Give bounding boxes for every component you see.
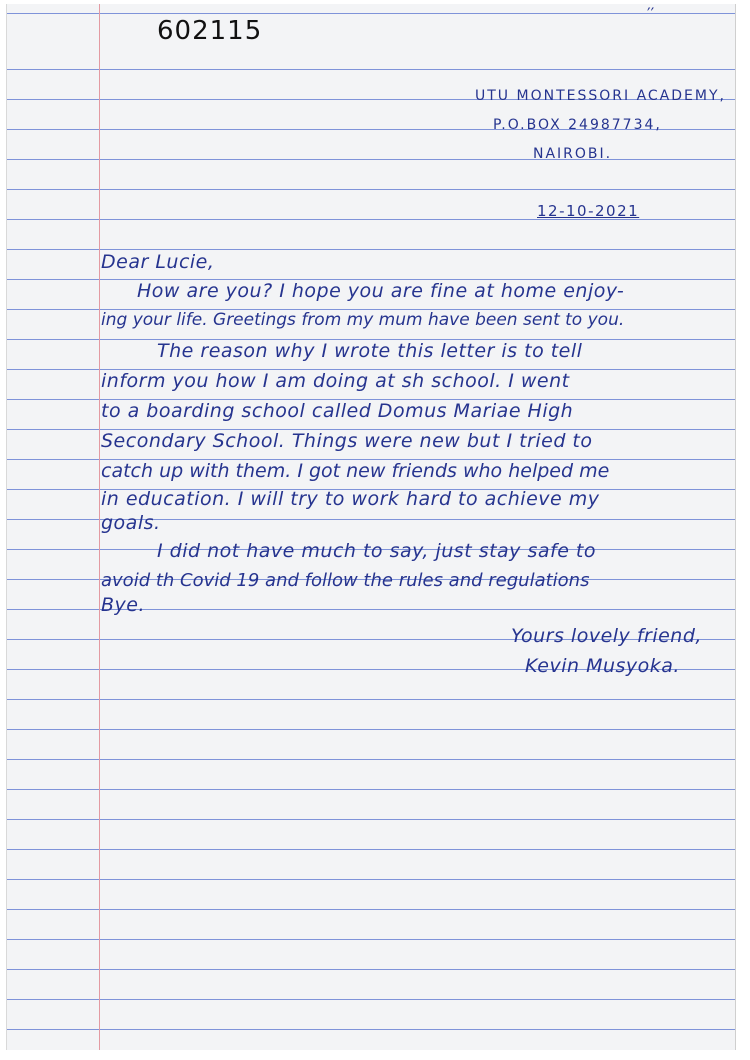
address-line-1: UTU MONTESSORI ACADEMY, — [475, 88, 726, 104]
signature: Kevin Musyoka. — [525, 655, 680, 677]
corner-mark: ′′ — [647, 4, 655, 23]
body-line: The reason why I wrote this letter is to tell — [157, 340, 583, 362]
address-line-2: P.O.BOX 24987734, — [493, 117, 662, 133]
body-line: I did not have much to say, just stay safe to — [157, 540, 596, 562]
margin-rule — [99, 4, 100, 1050]
body-line: How are you? I hope you are fine at home enjoy- — [137, 280, 625, 302]
body-line: Secondary School. Things were new but I tried to — [101, 430, 593, 452]
archive-number: 602115 — [157, 16, 263, 46]
body-line: avoid th Covid 19 and follow the rules and regulations — [101, 570, 590, 591]
body-line: inform you how I am doing at sh school. I went — [101, 370, 570, 392]
salutation: Dear Lucie, — [101, 251, 215, 273]
body-line: ing your life. Greetings from my mum have been sent to you. — [101, 310, 625, 330]
letter-date: 12-10-2021 — [537, 202, 640, 220]
closing: Yours lovely friend, — [511, 625, 702, 647]
body-line: goals. — [101, 512, 161, 534]
body-line: catch up with them. I got new friends who helped me — [101, 460, 610, 482]
address-line-3: NAIROBI. — [533, 146, 613, 162]
body-line: Bye. — [101, 594, 146, 616]
body-line: in education. I will try to work hard to achieve my — [101, 488, 600, 510]
body-line: to a boarding school called Domus Mariae High — [101, 400, 574, 422]
letter-page — [6, 4, 736, 1050]
